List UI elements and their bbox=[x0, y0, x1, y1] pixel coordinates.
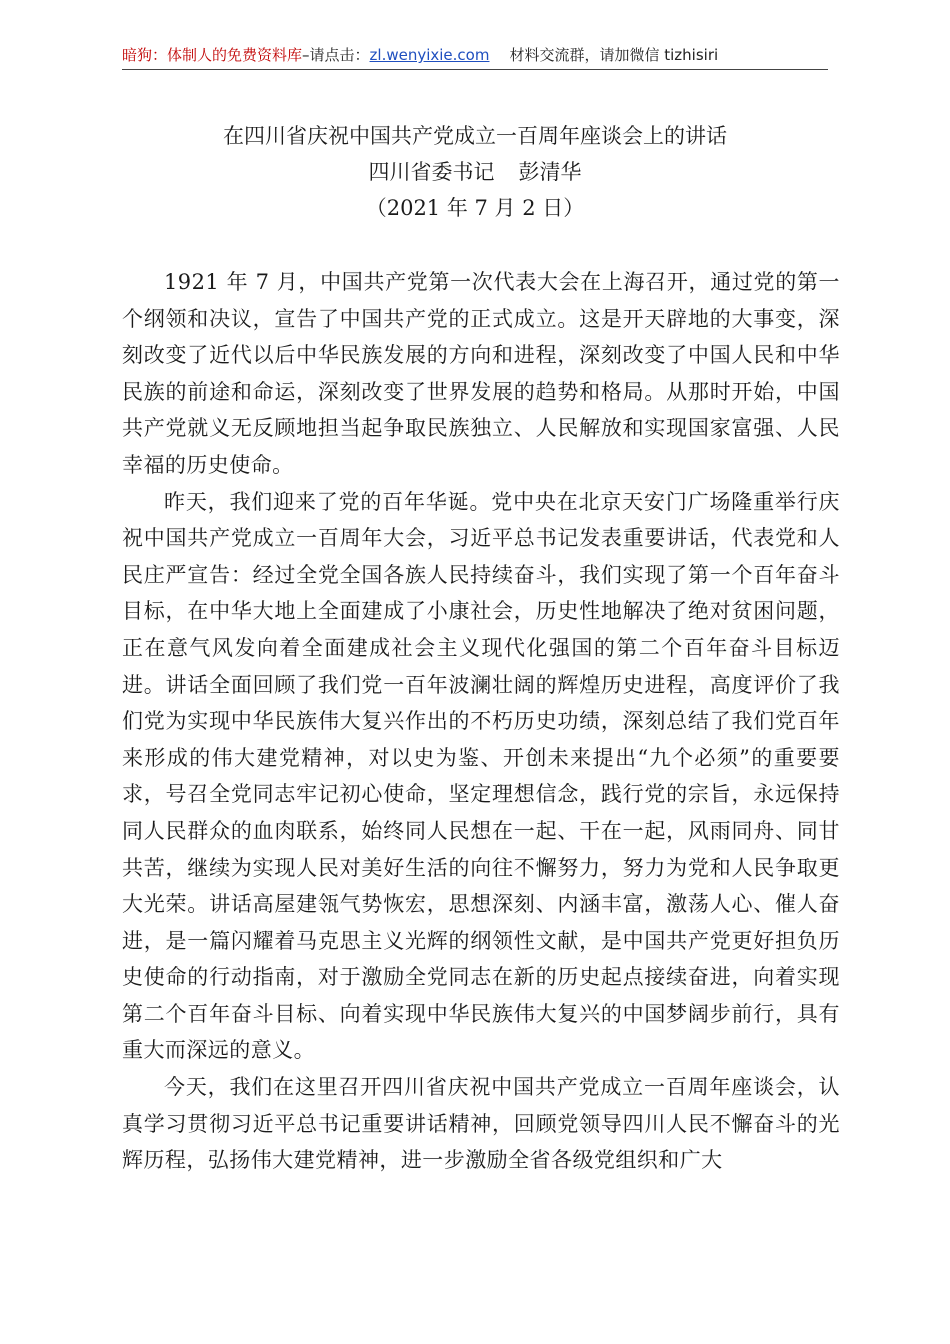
header-link[interactable]: zl.wenyixie.com bbox=[369, 46, 490, 64]
title-block bbox=[122, 118, 828, 226]
paragraph-2: 昨天，我们迎来了党的百年华诞。党中央在北京天安门广场隆重举行庆祝中国共产党成立一百周年大会，习近平总书记发表重要讲话，代表党和人民庄严宣告：经过全党全国各族人民持续奋斗，我们实现了第一个百年奋斗目标，在中华大地上全面建成了小康社会，历史性地解决了绝对贫困问题，正在意气风发向着全面建成社会主义现代化强国的第二个百年奋斗目标迈进。讲话全面回顾了我们党一百年波澜壮阔的辉煌历史进程，高度评价了我们党为实现中华民族伟大复兴作出的不朽历史功绩，深刻总结了我们党百年来形成的伟大建党精神，对以史为鉴、开创未来提出“九个必须”的重要要求，号召全党同志牢记初心使命，坚定理想信念，践行党的宗旨，永远保持同人民群众的血肉联系，始终同人民想在一起、干在一起，风雨同舟、同甘共苦，继续为实现人民对美好生活的向往不懈努力，努力为党和人民争取更大光荣。讲话高屋建瓴气势恢宏，思想深刻、内涵丰富，激荡人心、催人奋进，是一篇闪耀着马克思主义光辉的纲领性文献，是中国共产党更好担负历史使命的行动指南，对于激励全党同志在新的历史起点接续奋进，向着实现第二个百年奋斗目标、向着实现中华民族伟大复兴的中国梦阔步前行，具有重大而深远的意义。 bbox=[122, 489, 840, 1063]
header-click-prefix: –请点击： bbox=[302, 46, 370, 64]
header-contact: 材料交流群，请加微信 tizhisiri bbox=[509, 46, 719, 64]
header-brand: 暗狗：体制人的免费资料库 bbox=[122, 46, 303, 64]
document-body bbox=[122, 264, 840, 1179]
document-title: 在四川省庆祝中国共产党成立一百周年座谈会上的讲话 bbox=[223, 124, 727, 148]
header-divider bbox=[122, 69, 828, 70]
author-role: 四川省委书记 bbox=[368, 160, 495, 184]
paragraph-1: 1921 年 7 月，中国共产党第一次代表大会在上海召开，通过党的第一个纲领和决议，宣告了中国共产党的正式成立。这是开天辟地的大事变，深刻改变了近代以后中华民族发展的方向和进程，深刻改变了中国人民和中华民族的前途和命运，深刻改变了世界发展的趋势和格局。从那时开始，中国共产党就义无反顾地担当起争取民族独立、人民解放和实现国家富强、人民幸福的历史使命。 bbox=[122, 270, 840, 477]
document-author bbox=[122, 154, 828, 190]
document-date: （2021 年 7 月 2 日） bbox=[365, 196, 585, 220]
author-name: 彭清华 bbox=[518, 160, 582, 184]
page-header bbox=[122, 44, 828, 65]
paragraph-3: 今天，我们在这里召开四川省庆祝中国共产党成立一百周年座谈会，认真学习贯彻习近平总书记重要讲话精神，回顾党领导四川人民不懈奋斗的光辉历程，弘扬伟大建党精神，进一步激励全省各级党组织和广大 bbox=[122, 1075, 840, 1173]
